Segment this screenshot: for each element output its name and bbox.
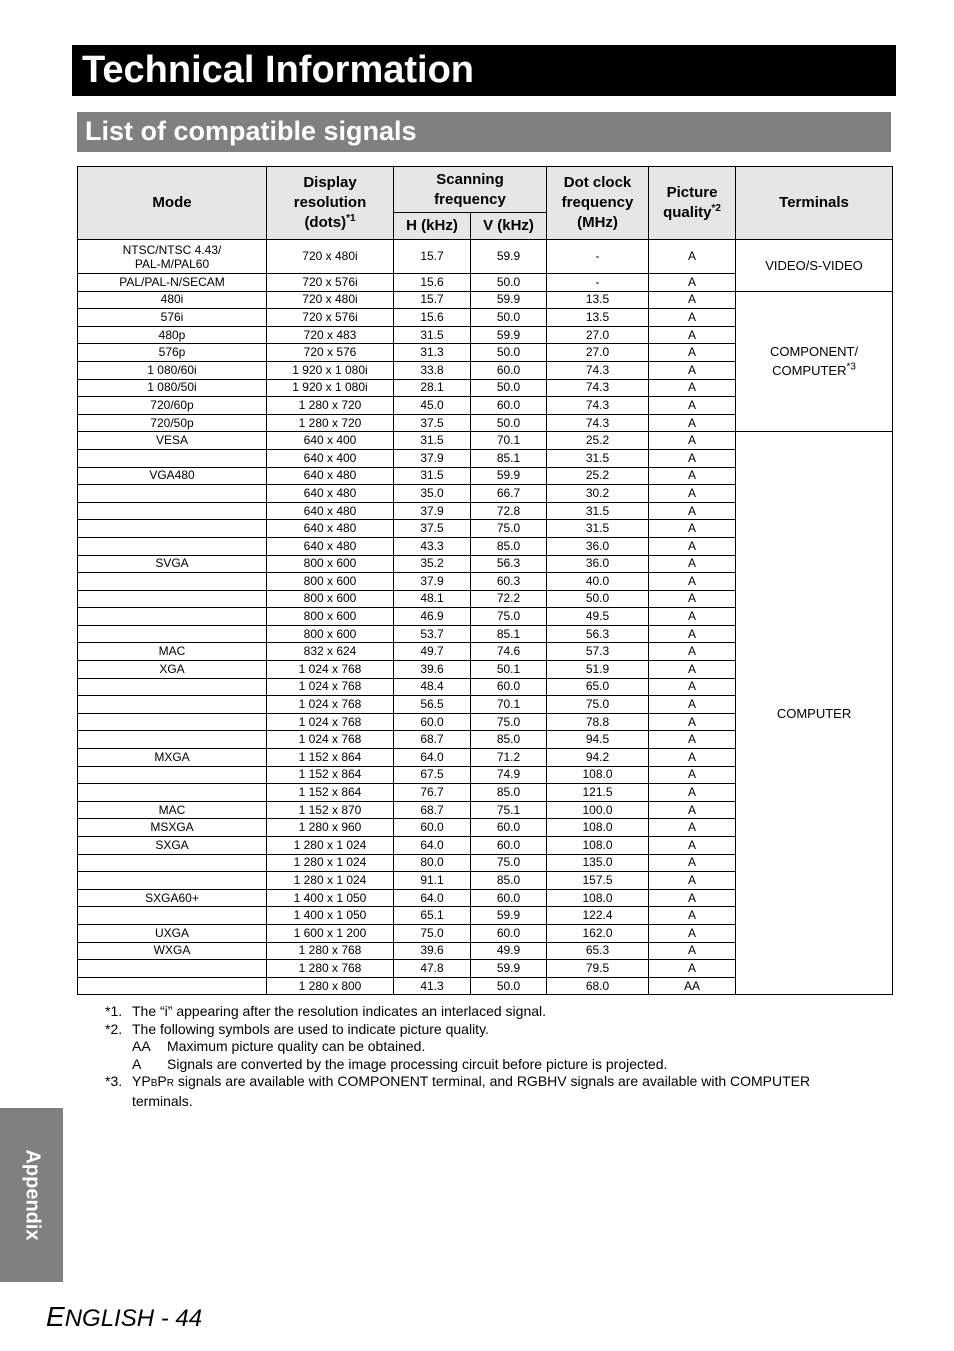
dot-clock-cell: 25.2 [547,467,649,485]
mode-cell [78,449,267,467]
resolution-cell: 1 280 x 1 024 [267,854,394,872]
picture-quality-cell: A [649,784,736,802]
quality-a-definition: A Signals are converted by the image processing circuit before picture is projected. [132,1055,668,1072]
resolution-cell: 800 x 600 [267,555,394,573]
h-khz-cell: 48.1 [394,590,471,608]
compatible-signals-table [77,166,893,995]
mode-cell [78,608,267,626]
picture-quality-cell: A [649,713,736,731]
resolution-cell: 1 280 x 768 [267,960,394,978]
v-khz-cell: 50.0 [471,977,547,995]
picture-quality-cell: A [649,801,736,819]
mode-cell: 576i [78,309,267,327]
resolution-cell: 1 400 x 1 050 [267,907,394,925]
resolution-cell: 720 x 483 [267,326,394,344]
mode-cell: UXGA [78,924,267,942]
h-khz-cell: 64.0 [394,749,471,767]
dot-clock-cell: 27.0 [547,326,649,344]
v-khz-cell: 60.0 [471,924,547,942]
picture-quality-cell: A [649,731,736,749]
resolution-cell: 1 152 x 870 [267,801,394,819]
mode-cell [78,520,267,538]
quality-aa-definition: AA Maximum picture quality can be obtained. [132,1038,426,1055]
table-row [78,240,893,274]
mode-cell: 480i [78,291,267,309]
h-khz-cell: 15.7 [394,291,471,309]
h-khz-cell: 37.9 [394,502,471,520]
dot-clock-cell: 108.0 [547,766,649,784]
section-title: List of compatible signals [85,116,417,146]
header-v-khz: V (kHz) [471,213,547,240]
picture-quality-cell: A [649,889,736,907]
picture-quality-cell: A [649,872,736,890]
mode-cell: VGA480 [78,467,267,485]
v-khz-cell: 75.1 [471,801,547,819]
h-khz-cell: 65.1 [394,907,471,925]
dot-clock-cell: 74.3 [547,361,649,379]
picture-quality-cell: A [649,379,736,397]
picture-quality-cell: A [649,749,736,767]
h-khz-cell: 68.7 [394,801,471,819]
mode-cell [78,625,267,643]
section-title-bar [77,112,891,152]
dot-clock-cell: - [547,274,649,292]
header-picture-quality: Picture quality$^{*2}$ [649,167,736,240]
h-khz-cell: 15.7 [394,240,471,274]
h-khz-cell: 15.6 [394,274,471,292]
picture-quality-cell: A [649,449,736,467]
v-khz-cell: 66.7 [471,485,547,503]
picture-quality-cell: A [649,502,736,520]
picture-quality-cell: A [649,766,736,784]
picture-quality-cell: A [649,643,736,661]
dot-clock-cell: 74.3 [547,379,649,397]
picture-quality-cell: AA [649,977,736,995]
v-khz-cell: 50.0 [471,344,547,362]
picture-quality-cell: A [649,837,736,855]
dot-clock-cell: 94.2 [547,749,649,767]
h-khz-cell: 15.6 [394,309,471,327]
picture-quality-cell: A [649,678,736,696]
resolution-cell: 720 x 576i [267,274,394,292]
resolution-cell: 1 280 x 1 024 [267,837,394,855]
picture-quality-cell: A [649,274,736,292]
mode-cell [78,713,267,731]
mode-cell [78,537,267,555]
dot-clock-cell: 36.0 [547,537,649,555]
v-khz-cell: 56.3 [471,555,547,573]
v-khz-cell: 85.0 [471,872,547,890]
v-khz-cell: 59.9 [471,907,547,925]
resolution-cell: 1 152 x 864 [267,749,394,767]
dot-clock-cell: 108.0 [547,837,649,855]
picture-quality-cell: A [649,924,736,942]
v-khz-cell: 49.9 [471,942,547,960]
dot-clock-cell: 36.0 [547,555,649,573]
v-khz-cell: 60.0 [471,678,547,696]
mode-cell: 1 080/60i [78,361,267,379]
side-tab-label: Appendix [21,1149,43,1241]
mode-cell: PAL/PAL-N/SECAM [78,274,267,292]
v-khz-cell: 72.8 [471,502,547,520]
mode-cell [78,854,267,872]
resolution-cell: 1 280 x 720 [267,414,394,432]
mode-cell: MAC [78,643,267,661]
picture-quality-cell: A [649,485,736,503]
dot-clock-cell: 94.5 [547,731,649,749]
h-khz-cell: 49.7 [394,643,471,661]
v-khz-cell: 70.1 [471,432,547,450]
picture-quality-cell: A [649,608,736,626]
v-khz-cell: 75.0 [471,713,547,731]
picture-quality-cell: A [649,907,736,925]
picture-quality-cell: A [649,361,736,379]
mode-cell [78,502,267,520]
resolution-cell: 1 280 x 960 [267,819,394,837]
mode-cell [78,907,267,925]
resolution-cell: 1 600 x 1 200 [267,924,394,942]
picture-quality-cell: A [649,942,736,960]
v-khz-cell: 75.0 [471,608,547,626]
mode-cell: SXGA [78,837,267,855]
h-khz-cell: 67.5 [394,766,471,784]
v-khz-cell: 60.0 [471,889,547,907]
dot-clock-cell: 100.0 [547,801,649,819]
picture-quality-cell: A [649,625,736,643]
resolution-cell: 1 024 x 768 [267,713,394,731]
v-khz-cell: 60.0 [471,397,547,415]
mode-cell [78,872,267,890]
v-khz-cell: 59.9 [471,240,547,274]
h-khz-cell: 60.0 [394,819,471,837]
picture-quality-cell: A [649,240,736,274]
v-khz-cell: 85.0 [471,537,547,555]
resolution-cell: 720 x 480i [267,240,394,274]
terminal-component: COMPONENT/ COMPUTER$^{*3}$ [736,291,893,432]
h-khz-cell: 31.3 [394,344,471,362]
resolution-cell: 720 x 576 [267,344,394,362]
picture-quality-cell: A [649,854,736,872]
mode-cell: 720/50p [78,414,267,432]
dot-clock-cell: 78.8 [547,713,649,731]
v-khz-cell: 74.9 [471,766,547,784]
dot-clock-cell: 30.2 [547,485,649,503]
resolution-cell: 1 024 x 768 [267,661,394,679]
h-khz-cell: 39.6 [394,942,471,960]
v-khz-cell: 75.0 [471,854,547,872]
v-khz-cell: 60.0 [471,819,547,837]
dot-clock-cell: - [547,240,649,274]
resolution-cell: 800 x 600 [267,608,394,626]
resolution-cell: 1 920 x 1 080i [267,361,394,379]
mode-cell [78,731,267,749]
mode-cell: 480p [78,326,267,344]
resolution-cell: 1 400 x 1 050 [267,889,394,907]
mode-cell [78,960,267,978]
picture-quality-cell: A [649,555,736,573]
dot-clock-cell: 25.2 [547,432,649,450]
picture-quality-cell: A [649,960,736,978]
h-khz-cell: 64.0 [394,837,471,855]
picture-quality-cell: A [649,661,736,679]
h-khz-cell: 35.0 [394,485,471,503]
h-khz-cell: 37.9 [394,449,471,467]
resolution-cell: 1 024 x 768 [267,731,394,749]
resolution-cell: 640 x 480 [267,520,394,538]
mode-cell: XGA [78,661,267,679]
h-khz-cell: 43.3 [394,537,471,555]
footnote-3: *3. YPBPR signals are available with COMPONENT terminal, and RGBHV signals are available with COMPUTER terminals. [105,1073,811,1109]
v-khz-cell: 85.1 [471,625,547,643]
header-terminals: Terminals [736,167,893,240]
resolution-cell: 832 x 624 [267,643,394,661]
page-title: Technical Information [82,49,475,91]
header-h-khz: H (kHz) [394,213,471,240]
dot-clock-cell: 79.5 [547,960,649,978]
picture-quality-cell: A [649,309,736,327]
mode-cell: SVGA [78,555,267,573]
v-khz-cell: 70.1 [471,696,547,714]
picture-quality-cell: A [649,344,736,362]
v-khz-cell: 59.9 [471,960,547,978]
resolution-cell: 720 x 576i [267,309,394,327]
h-khz-cell: 76.7 [394,784,471,802]
dot-clock-cell: 157.5 [547,872,649,890]
mode-cell [78,977,267,995]
mode-cell: WXGA [78,942,267,960]
dot-clock-cell: 108.0 [547,889,649,907]
h-khz-cell: 56.5 [394,696,471,714]
resolution-cell: 1 152 x 864 [267,784,394,802]
v-khz-cell: 50.0 [471,414,547,432]
h-khz-cell: 37.5 [394,414,471,432]
resolution-cell: 800 x 600 [267,573,394,591]
dot-clock-cell: 50.0 [547,590,649,608]
picture-quality-cell: A [649,819,736,837]
h-khz-cell: 68.7 [394,731,471,749]
resolution-cell: 800 x 600 [267,625,394,643]
picture-quality-cell: A [649,520,736,538]
dot-clock-cell: 57.3 [547,643,649,661]
dot-clock-cell: 68.0 [547,977,649,995]
page-footer: ENGLISH - 44 [46,1301,203,1332]
resolution-cell: 640 x 400 [267,449,394,467]
dot-clock-cell: 13.5 [547,291,649,309]
h-khz-cell: 47.8 [394,960,471,978]
v-khz-cell: 50.0 [471,309,547,327]
h-khz-cell: 45.0 [394,397,471,415]
resolution-cell: 1 280 x 800 [267,977,394,995]
picture-quality-cell: A [649,291,736,309]
v-khz-cell: 60.0 [471,837,547,855]
dot-clock-cell: 40.0 [547,573,649,591]
resolution-cell: 1 024 x 768 [267,678,394,696]
resolution-cell: 640 x 480 [267,467,394,485]
page-title-bar [72,45,896,96]
v-khz-cell: 59.9 [471,467,547,485]
footnote-1: *1. The “i” appearing after the resolution indicates an interlaced signal. [105,1003,547,1019]
picture-quality-cell: A [649,467,736,485]
resolution-cell: 1 024 x 768 [267,696,394,714]
dot-clock-cell: 121.5 [547,784,649,802]
mode-cell: 1 080/50i [78,379,267,397]
resolution-cell: 640 x 400 [267,432,394,450]
mode-cell [78,766,267,784]
h-khz-cell: 31.5 [394,326,471,344]
appendix-side-tab [0,1108,63,1282]
mode-cell: 576p [78,344,267,362]
dot-clock-cell: 162.0 [547,924,649,942]
v-khz-cell: 85.1 [471,449,547,467]
v-khz-cell: 60.0 [471,361,547,379]
h-khz-cell: 31.5 [394,432,471,450]
v-khz-cell: 75.0 [471,520,547,538]
resolution-cell: 1 280 x 768 [267,942,394,960]
h-khz-cell: 31.5 [394,467,471,485]
dot-clock-cell: 49.5 [547,608,649,626]
v-khz-cell: 85.0 [471,731,547,749]
v-khz-cell: 50.0 [471,379,547,397]
h-khz-cell: 46.9 [394,608,471,626]
resolution-cell: 800 x 600 [267,590,394,608]
v-khz-cell: 59.9 [471,291,547,309]
h-khz-cell: 80.0 [394,854,471,872]
v-khz-cell: 59.9 [471,326,547,344]
picture-quality-cell: A [649,696,736,714]
dot-clock-cell: 65.3 [547,942,649,960]
mode-cell: MXGA [78,749,267,767]
signal-rows [78,240,893,995]
h-khz-cell: 28.1 [394,379,471,397]
footnotes [105,1003,865,1111]
mode-cell [78,696,267,714]
mode-cell [78,485,267,503]
h-khz-cell: 37.5 [394,520,471,538]
mode-cell: VESA [78,432,267,450]
dot-clock-cell: 65.0 [547,678,649,696]
dot-clock-cell: 75.0 [547,696,649,714]
h-khz-cell: 53.7 [394,625,471,643]
dot-clock-cell: 31.5 [547,449,649,467]
table-row [78,291,893,309]
mode-cell: 720/60p [78,397,267,415]
mode-cell [78,573,267,591]
h-khz-cell: 91.1 [394,872,471,890]
dot-clock-cell: 51.9 [547,661,649,679]
v-khz-cell: 85.0 [471,784,547,802]
v-khz-cell: 74.6 [471,643,547,661]
v-khz-cell: 50.0 [471,274,547,292]
h-khz-cell: 33.8 [394,361,471,379]
h-khz-cell: 75.0 [394,924,471,942]
resolution-cell: 1 920 x 1 080i [267,379,394,397]
v-khz-cell: 71.2 [471,749,547,767]
table-row [78,432,893,450]
terminal-computer: COMPUTER [736,432,893,995]
resolution-cell: 640 x 480 [267,485,394,503]
header-scanning-frequency: Scanning frequency [394,167,547,213]
picture-quality-cell: A [649,537,736,555]
dot-clock-cell: 27.0 [547,344,649,362]
picture-quality-cell: A [649,414,736,432]
mode-cell: MSXGA [78,819,267,837]
v-khz-cell: 50.1 [471,661,547,679]
dot-clock-cell: 135.0 [547,854,649,872]
dot-clock-cell: 56.3 [547,625,649,643]
picture-quality-cell: A [649,326,736,344]
footnote-2: *2. The following symbols are used to indicate picture quality. [105,1020,489,1037]
h-khz-cell: 64.0 [394,889,471,907]
dot-clock-cell: 74.3 [547,414,649,432]
dot-clock-cell: 13.5 [547,309,649,327]
v-khz-cell: 60.3 [471,573,547,591]
resolution-cell: 720 x 480i [267,291,394,309]
dot-clock-cell: 31.5 [547,502,649,520]
picture-quality-cell: A [649,397,736,415]
mode-cell [78,784,267,802]
v-khz-cell: 72.2 [471,590,547,608]
dot-clock-cell: 108.0 [547,819,649,837]
resolution-cell: 1 280 x 720 [267,397,394,415]
resolution-cell: 1 152 x 864 [267,766,394,784]
picture-quality-cell: A [649,573,736,591]
h-khz-cell: 48.4 [394,678,471,696]
terminal-video: VIDEO/S-VIDEO [736,240,893,292]
mode-cell: MAC [78,801,267,819]
dot-clock-cell: 122.4 [547,907,649,925]
h-khz-cell: 35.2 [394,555,471,573]
dot-clock-cell: 74.3 [547,397,649,415]
resolution-cell: 1 280 x 1 024 [267,872,394,890]
mode-cell: NTSC/NTSC 4.43/ PAL-M/PAL60 [78,240,267,274]
header-display-resolution: Display resolution (dots)$^{*1}$ [267,167,394,240]
resolution-cell: 640 x 480 [267,537,394,555]
header-dot-clock: Dot clock frequency (MHz) [547,167,649,240]
dot-clock-cell: 31.5 [547,520,649,538]
h-khz-cell: 37.9 [394,573,471,591]
h-khz-cell: 41.3 [394,977,471,995]
mode-cell [78,678,267,696]
header-mode: Mode [78,167,267,240]
picture-quality-cell: A [649,432,736,450]
h-khz-cell: 39.6 [394,661,471,679]
mode-cell [78,590,267,608]
h-khz-cell: 60.0 [394,713,471,731]
mode-cell: SXGA60+ [78,889,267,907]
resolution-cell: 640 x 480 [267,502,394,520]
picture-quality-cell: A [649,590,736,608]
